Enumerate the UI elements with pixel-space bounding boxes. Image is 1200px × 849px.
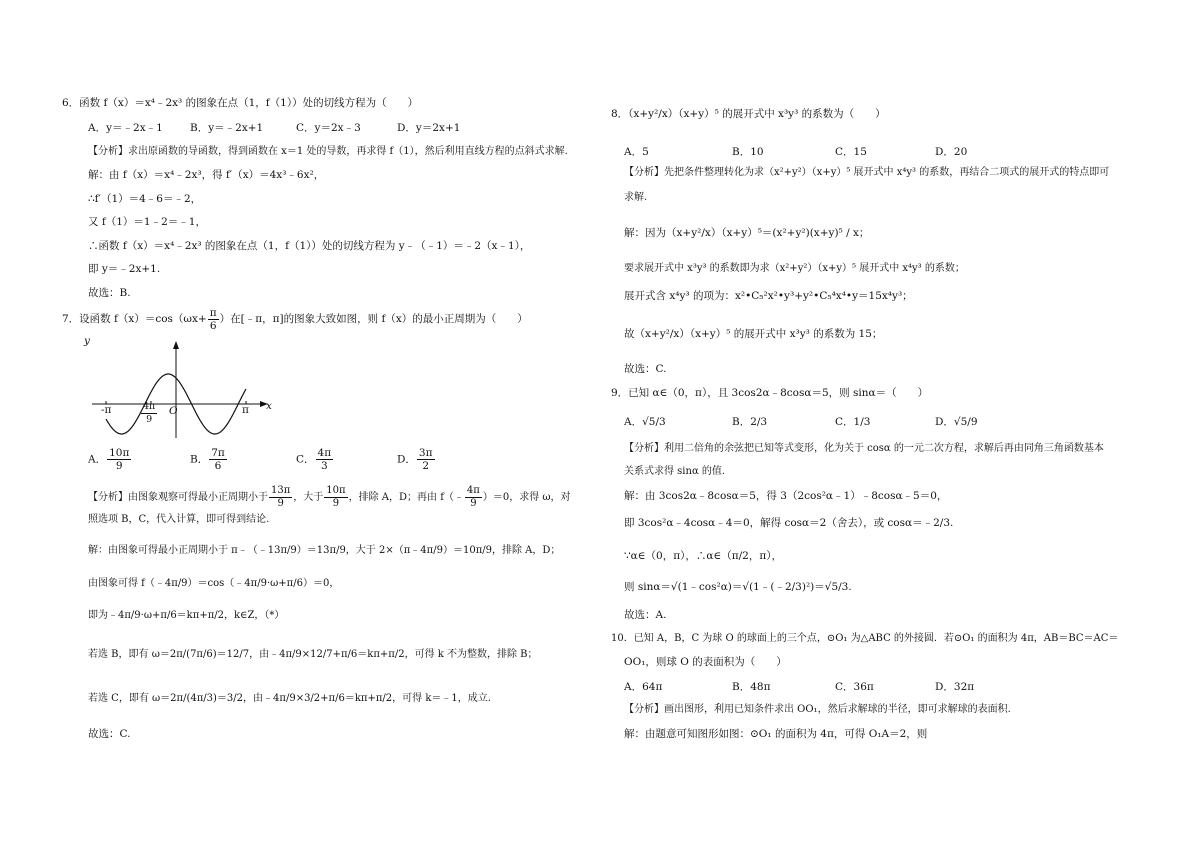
q8-option-b: B．10 [732,146,764,158]
q9-answer: 故选：A. [624,609,667,621]
q9-solution-3: ∵α∈（0，π），∴α∈（π/2，π）， [624,550,783,562]
q10-option-c: C．36π [835,681,874,693]
q8-solution-3: 展开式含 x⁴y³ 的项为：x²•C₅²x²•y³+y²•C₅⁴x⁴•y＝15x⁴y³； [624,290,913,302]
q8-option-c: C．15 [835,146,867,158]
q10-stem-2: OO₁，则球 O 的表面积为（ ） [624,656,787,668]
graph-x-label: x [266,400,272,412]
graph-neg-pi-label: -π [101,404,112,416]
q10-stem-1: 10．已知 A，B，C 为球 O 的球面上的三个点，⊙O₁ 为△ABC 的外接圆．若⊙O₁ 的面积为 4π，AB＝BC＝AC＝ [611,633,1119,644]
q8-stem: 8．（x+y²/x）（x+y）⁵ 的展开式中 x³y³ 的系数为（ ） [611,108,886,120]
q7-answer: 故选：C. [88,728,131,740]
q7-stem: 7．设函数 f（x）＝cos（ωx+ $\frac{\pi}{6}$ ）在[﹣π，π]的图象大致如图，则 f（x）的最小正周期为（ ） [62,306,528,332]
q9-analysis-2: 关系式求得 sinα 的值. [624,466,726,477]
q9-solution-2: 即 3cos²α﹣4cosα﹣4＝0，解得 cosα＝2（舍去），或 cosα＝﹣2/3. [624,517,954,529]
q10-option-a: A．64π [624,681,663,693]
q8-solution-2: 要求展开式中 x³y³ 的系数即为求（x²+y²）（x+y）⁵ 展开式中 x⁴y³ 的系数； [624,263,965,274]
q9-option-d: D．√5/9 [935,416,978,428]
q7-analysis-2: 照选项 B，C，代入计算，即可得到结论. [88,514,270,525]
q8-solution-4: 故（x+y²/x）（x+y）⁵ 的展开式中 x³y³ 的系数为 15； [624,328,883,340]
q10-option-d: D．32π [935,681,975,693]
q6-solution-4: ∴函数 f（x）＝x⁴﹣2x³ 的图象在点（1，f（1））处的切线方程为 y﹣（﹣1）＝﹣2（x﹣1）， [88,240,531,252]
q9-option-c: C．1/3 [835,416,871,428]
q7-solution-4: 若选 B，即有 ω＝2π/(7π/6)＝12/7，由﹣4π/9×12/7+π/6＝kπ+π/2，可得 k 不为整数，排除 B； [88,649,538,660]
graph-pi-label: π [242,404,249,416]
q6-answer: 故选：B. [88,287,131,299]
q7-solution-1: 解：由图象可得最小正周期小于 π﹣（﹣13π/9）＝13π/9，大于 2×（π﹣4π/9）＝10π/9，排除 A，D； [88,545,561,556]
q9-option-a: A．√5/3 [624,416,666,428]
cosine-graph [88,336,288,442]
q7-option-b: B． $\frac{7\pi}{6}$ [190,447,225,472]
q6-option-d: D．y＝2x+1 [397,122,461,134]
graph-tick-label: $\frac{4\pi}{9}$ [143,401,156,425]
q6-solution-1: 解：由 f（x）＝x⁴﹣2x³，得 f′（x）＝4x³﹣6x²， [88,169,325,181]
q7-solution-5: 若选 C，即有 ω＝2π/(4π/3)＝3/2，由﹣4π/9×3/2+π/6＝kπ+π/2，可得 k＝﹣1，成立. [88,693,491,704]
q7-option-a: A． $\frac{10\pi}{9}$ [88,447,130,472]
q7-option-c: C． $\frac{4\pi}{3}$ [296,447,332,472]
q7-analysis: 【分析】由图象观察可得最小正周期小于 $\frac{13\pi}{9}$ ，大于 $\frac{10\pi}{9}$ ，排除 A，D；再由 f（﹣ $\frac{4\pi}{9}$ ）＝0，求得 ω，对 [88,485,571,509]
q9-analysis-1: 【分析】利用二倍角的余弦把已知等式变形，化为关于 cosα 的一元二次方程，求解后再由同角三角函数基本 [624,443,1104,454]
q6-solution-2: ∴f′（1）＝4﹣6＝﹣2， [88,193,202,205]
q6-solution-3: 又 f（1）＝1﹣2＝﹣1， [88,216,206,228]
q9-solution-4: 则 sinα＝√(1﹣cos²α)＝√(1﹣(﹣2/3)²)＝√5/3. [624,581,852,593]
q9-option-b: B．2/3 [732,416,768,428]
q6-option-a: A．y＝﹣2x﹣1 [88,122,163,134]
q10-option-b: B．48π [732,681,771,693]
graph-y-label: y [84,335,90,347]
q10-solution-1: 解：由题意可知图形如图：⊙O₁ 的面积为 4π，可得 O₁A＝2，则 [624,728,928,740]
q8-solution-1: 解：因为（x+y²/x）（x+y）⁵＝(x²+y²)(x+y)⁵ / x； [624,227,870,239]
q6-stem: 6．函数 f（x）＝x⁴﹣2x³ 的图象在点（1，f（1））处的切线方程为（ ） [62,97,419,109]
q7-solution-3: 即为﹣4π/9·ω+π/6＝kπ+π/2，k∈Z，（*） [88,610,285,621]
q6-solution-5: 即 y＝﹣2x+1. [88,263,161,275]
q9-stem: 9．已知 α∈（0，π），且 3cos2α﹣8cosα＝5，则 sinα＝（ ） [611,387,929,399]
q8-option-d: D．20 [935,146,968,158]
q8-analysis-2: 求解. [624,192,648,203]
q7-solution-2: 由图象可得 f（﹣4π/9）＝cos（﹣4π/9·ω+π/6）＝0， [88,578,340,589]
q9-solution-1: 解：由 3cos2α﹣8cosα＝5，得 3（2cos²α﹣1）﹣8cosα﹣5＝0， [624,490,948,502]
graph-origin-label: O [169,405,178,417]
q8-option-a: A．5 [624,146,649,158]
q6-option-c: C．y＝2x﹣3 [296,122,361,134]
q8-answer: 故选：C. [624,363,667,375]
q8-analysis-1: 【分析】先把条件整理转化为求（x²+y²）（x+y）⁵ 展开式中 x⁴y³ 的系数，再结合二项式的展开式的特点即可 [624,167,1110,178]
q7-option-d: D． $\frac{3\pi}{2}$ [397,447,433,472]
q6-option-b: B．y＝﹣2x+1 [190,122,264,134]
q6-analysis: 【分析】求出原函数的导函数，得到函数在 x＝1 处的导数，再求得 f（1），然后利用直线方程的点斜式求解. [88,146,568,157]
q10-analysis: 【分析】画出图形，利用已知条件求出 OO₁，然后求解球的半径，即可求解球的表面积. [624,704,1011,715]
